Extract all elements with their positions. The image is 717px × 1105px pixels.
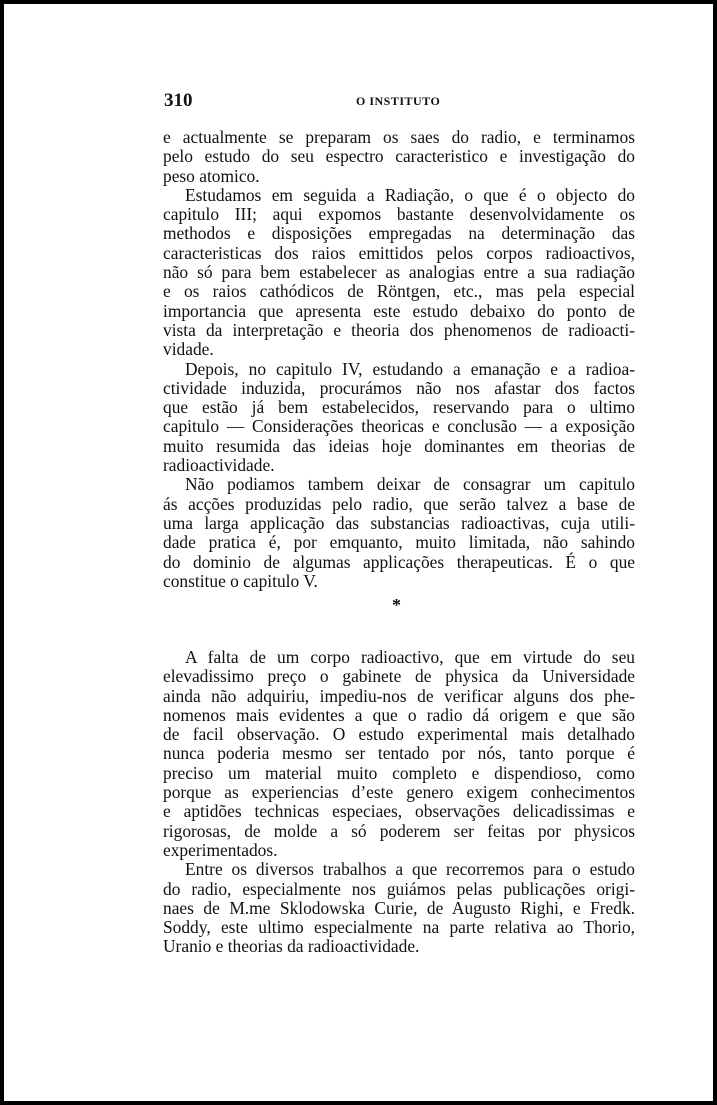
text-line: do dominio de algumas applicações therapeuticas. É o que: [163, 551, 635, 572]
text-line: muito resumida das ideias hoje dominantes em theorias de: [163, 435, 635, 456]
text-line: e actualmente se preparam os saes do radio, e terminamos: [163, 127, 635, 147]
text-line: pelo estudo do seu espectro caracteristico e investigação do: [163, 146, 635, 167]
text-line: Estudamos em seguida a Radiação, o que é o objecto do: [185, 184, 635, 205]
text-line: Não podiamos tambem deixar de consagrar um capitulo: [185, 474, 635, 495]
paragraph: [163, 128, 635, 186]
text-line: A falta de um corpo radioactivo, que em virtude do seu: [185, 647, 635, 667]
text-line: Uranio e theorias da radioactividade.: [163, 936, 420, 957]
text-line: ás acções produzidas pelo radio, que serão talvez a base de: [163, 493, 635, 514]
text-line: uma larga applicação das substancias radioactivas, cuja utili-: [163, 512, 635, 533]
page-header: [164, 90, 634, 114]
closing-text-block: [163, 648, 635, 957]
intro-text-block: [163, 128, 635, 591]
text-line: radioactividade.: [163, 455, 275, 476]
text-line: de facil observação. O estudo experimental mais detalhado: [163, 724, 635, 745]
text-line: preciso um material muito completo e dispendioso, como: [163, 762, 635, 783]
section-separator: *: [392, 595, 401, 615]
text-line: peso atomico.: [163, 165, 260, 186]
text-line: ctividade induzida, procurámos não nos afastar dos factos: [163, 377, 635, 398]
text-line: methodos e disposições empregadas na determinação das: [163, 223, 635, 244]
paragraph: [163, 360, 635, 476]
text-line: constitue o capitulo V.: [163, 570, 318, 591]
text-line: Depois, no capitulo IV, estudando a emanação e a radioa-: [185, 358, 635, 379]
text-line: nomenos mais evidentes a que o radio dá origem e que são: [163, 704, 635, 725]
text-line: Soddy, este ultimo especialmente na parte relativa ao Thorio,: [163, 917, 635, 938]
text-line: ainda não adquiriu, impediu-nos de verificar alguns dos phe-: [163, 685, 635, 706]
text-line: que estão já bem estabelecidos, reservando para o ultimo: [163, 397, 635, 418]
text-line: naes de M.me Sklodowska Curie, de Augusto Righi, e Fredk.: [163, 897, 635, 918]
text-line: vidade.: [163, 339, 214, 360]
text-line: porque as experiencias d’este genero exigem conhecimentos: [163, 782, 635, 803]
paragraph: [163, 186, 635, 360]
text-line: e os raios cathódicos de Röntgen, etc., mas pela especial: [163, 281, 635, 302]
text-line: dade pratica é, por emquanto, muito limitada, não sahindo: [163, 532, 635, 553]
text-line: importancia que apresenta este estudo debaixo do ponto de: [163, 300, 635, 321]
text-line: caracteristicas dos raios emittidos pelos corpos radioactivos,: [163, 242, 635, 263]
text-line: experimentados.: [163, 839, 278, 860]
paragraph: [163, 475, 635, 591]
book-page: [4, 4, 713, 1101]
paragraph: [163, 860, 635, 956]
text-line: capitulo III; aqui expomos bastante desenvolvidamente os: [163, 204, 635, 225]
text-line: nunca poderia mesmo ser tentado por nós, tanto porque é: [163, 743, 635, 764]
text-line: elevadissimo preço o gabinete de physica da Universidade: [163, 666, 635, 687]
paragraph: [163, 648, 635, 860]
text-line: capitulo — Considerações theoricas e conclusão — a exposição: [163, 416, 635, 437]
page-number: 310: [164, 90, 193, 111]
text-line: rigorosas, de molde a só poderem ser feitas por physicos: [163, 820, 635, 841]
text-line: vista da interpretação e theoria dos phenomenos de radioacti-: [163, 319, 635, 340]
text-line: Entre os diversos trabalhos a que recorremos para o estudo: [185, 859, 635, 880]
text-line: do radio, especialmente nos guiámos pelas publicações origi-: [163, 878, 635, 899]
running-title: O INSTITUTO: [356, 94, 441, 108]
text-line: não só para bem estabelecer as analogias entre a sua radiação: [163, 262, 635, 283]
text-line: e aptidões technicas especiaes, observações delicadissimas e: [163, 801, 635, 822]
